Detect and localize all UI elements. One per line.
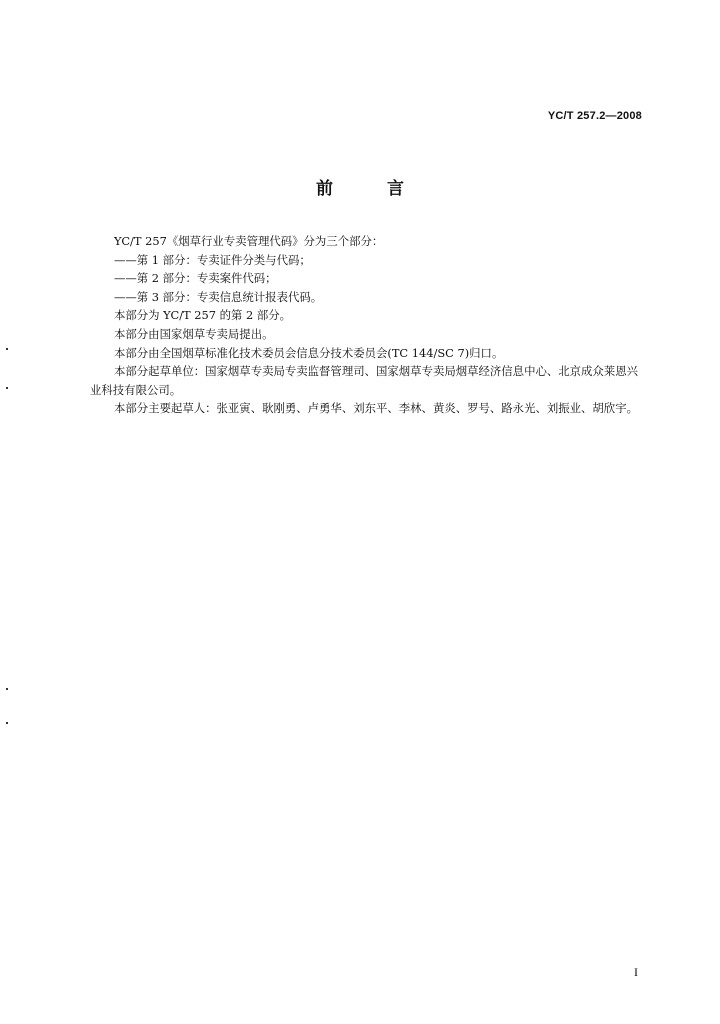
managed-by-paragraph: 本部分由全国烟草标准化技术委员会信息分技术委员会(TC 144/SC 7)归口。 (114, 345, 504, 360)
list-item-part-1: ——第 1 部分：专卖证件分类与代码； (114, 252, 311, 267)
list-item-part-3: ——第 3 部分：专卖信息统计报表代码。 (114, 289, 323, 304)
scan-mark (6, 387, 8, 389)
scan-mark (6, 722, 8, 724)
proposed-by-paragraph: 本部分由国家烟草专卖局提出。 (114, 326, 274, 341)
page-number: I (634, 965, 638, 979)
foreword-body (90, 232, 640, 418)
intro-paragraph: YC/T 257《烟草行业专卖管理代码》分为三个部分： (114, 234, 384, 248)
standard-code: YC/T 257.2—2008 (547, 110, 642, 122)
drafting-units-paragraph: 本部分起草单位：国家烟草专卖局专卖监督管理司、国家烟草专卖局烟草经济信息中心、北京成众莱恩兴业科技有限公司。 (90, 364, 638, 397)
list-item-part-2: ——第 2 部分：专卖案件代码； (114, 271, 277, 286)
drafters-paragraph: 本部分主要起草人：张亚寅、耿刚勇、卢勇华、刘东平、李林、黄炎、罗号、路永光、刘振业、胡欣宇。 (114, 401, 638, 416)
scan-mark (6, 688, 8, 690)
page-title: 前 言 (316, 179, 428, 199)
part-of-paragraph: 本部分为 YC/T 257 的第 2 部分。 (114, 308, 292, 323)
scan-mark (6, 348, 8, 350)
